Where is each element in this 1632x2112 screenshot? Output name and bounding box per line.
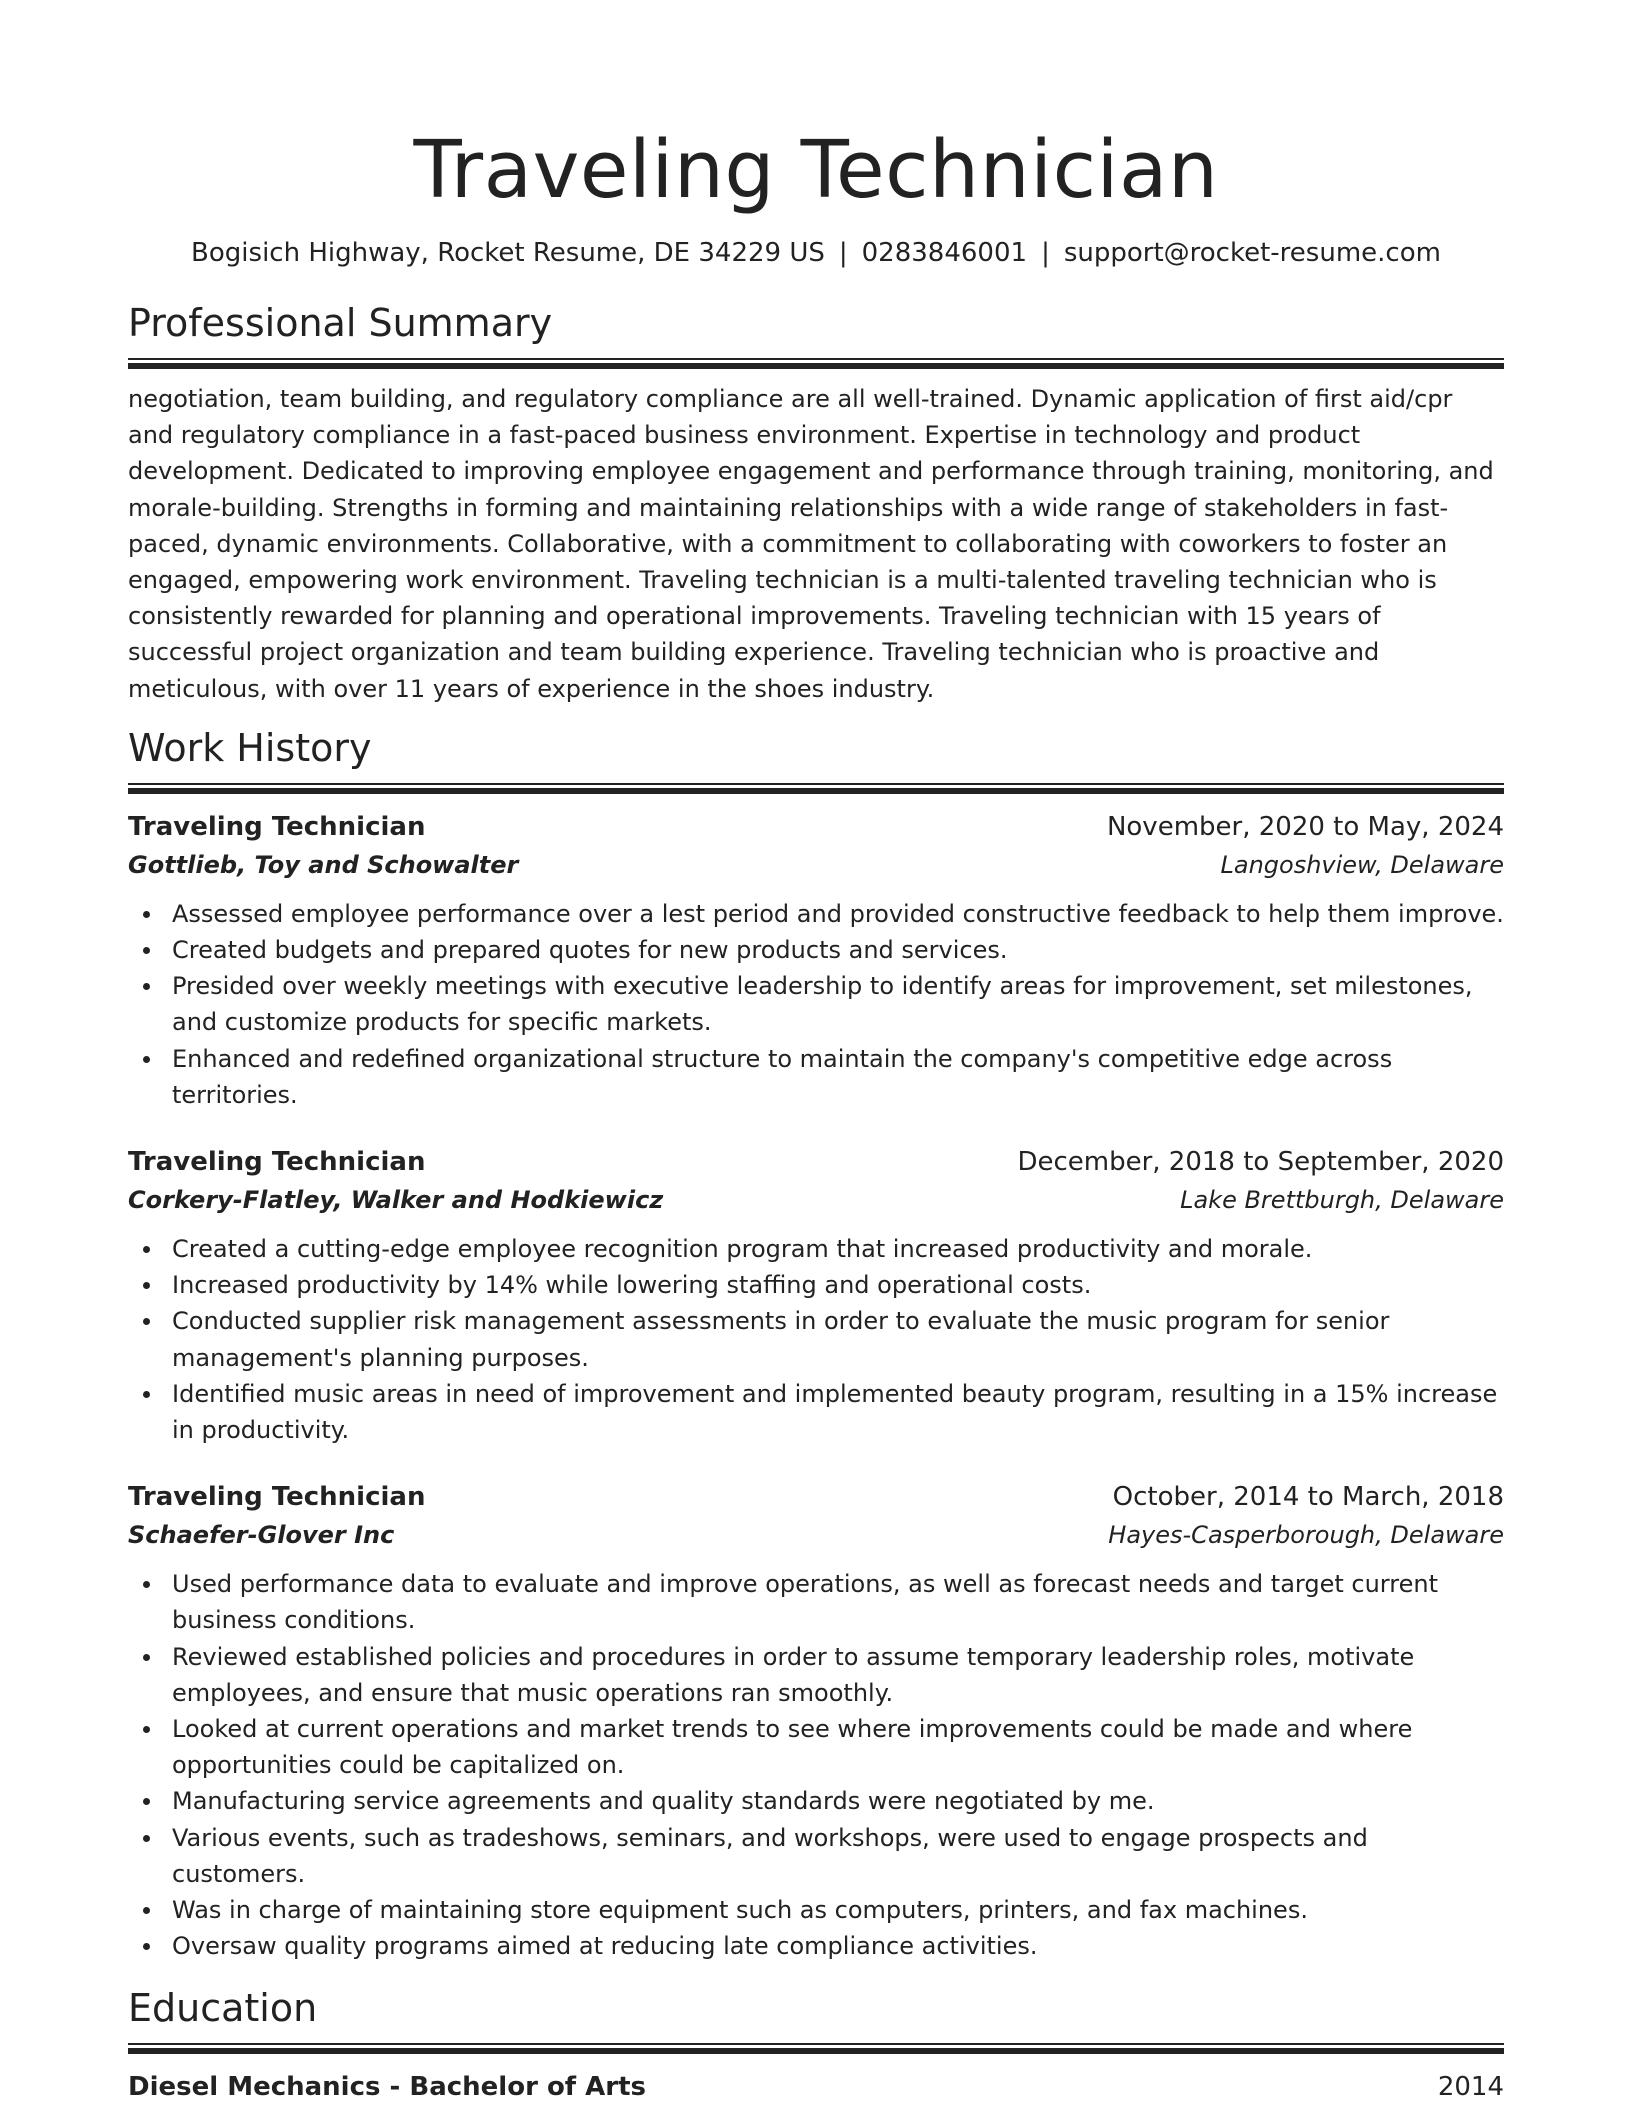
job-bullets [128,1566,1504,1964]
job-header [128,808,1504,846]
job-bullet: Created budgets and prepared quotes for new products and services. [172,932,1504,968]
job-dates: November, 2020 to May, 2024 [1106,811,1504,842]
contact-phone: 0283846001 [861,238,1028,268]
job-bullet: Presided over weekly meetings with executive leadership to identify areas for improvement, set milestones, and customize products for specific markets. [172,968,1504,1040]
education-section [128,1985,1504,2106]
job-bullet: Identified music areas in need of improvement and implemented beauty program, resulting in a 15% increase in productivity. [172,1376,1504,1448]
job-subheader [128,1516,1504,1554]
job-company: Corkery-Flatley, Walker and Hodkiewicz [128,1186,664,1215]
job-entry [128,1478,1504,1964]
job-subheader [128,846,1504,884]
job-bullet: Created a cutting-edge employee recognition program that increased productivity and morale. [172,1231,1504,1267]
job-location: Lake Brettburgh, Delaware [1180,1186,1504,1215]
job-location: Hayes-Casperborough, Delaware [1108,1521,1504,1550]
job-entry [128,1143,1504,1448]
section-title-work-history: Work History [128,725,372,770]
summary-text: negotiation, team building, and regulatory compliance are all well-trained. Dynamic application of first aid/cpr and regulatory compliance in a fast-paced business environment. Expertise in technology and product development. Dedicated to improving employee engagement and performance through training, monitoring, and morale-building. Strengths in forming and maintaining relationships with a wide range of stakeholders in fast-paced, dynamic environments. Collaborative, with a commitment to collaborating with coworkers to foster an engaged, empowering work environment. Traveling technician is a multi-talented traveling technician who is consistently rewarded for planning and operational improvements. Traveling technician with 15 years of successful project organization and team building experience. Traveling technician who is proactive and meticulous, with over 11 years of experience in the shoes industry. [128,385,1494,703]
education-year: 2014 [1437,2071,1504,2102]
job-bullets [128,1231,1504,1448]
job-dates: December, 2018 to September, 2020 [1017,1147,1504,1178]
contact-separator: | [838,238,848,268]
work-history-section [128,725,1504,1965]
job-title: Traveling Technician [128,1147,426,1178]
section-divider [128,358,1504,369]
resume-page [128,0,1504,2106]
job-bullet: Conducted supplier risk management assessments in order to evaluate the music program for senior management's planning purposes. [172,1303,1504,1375]
contact-address: Bogisich Highway, Rocket Resume, DE 34229 US [191,238,825,268]
job-title: Traveling Technician [128,1482,426,1513]
education-degree: Diesel Mechanics - Bachelor of Arts [128,2071,647,2102]
section-title-summary: Professional Summary [128,301,553,345]
job-bullet: Enhanced and redefined organizational structure to maintain the company's competitive edge across territories. [172,1041,1504,1113]
candidate-name: Traveling Technician [413,124,1219,216]
job-bullet: Used performance data to evaluate and improve operations, as well as forecast needs and target current business conditions. [172,1566,1504,1638]
job-company: Gottlieb, Toy and Schowalter [128,850,519,879]
job-subheader [128,1181,1504,1219]
job-dates: October, 2014 to March, 2018 [1112,1482,1504,1513]
job-bullet: Reviewed established policies and procedures in order to assume temporary leadership roles, motivate employees, and ensure that music operations ran smoothly. [172,1639,1504,1711]
contact-email: support@rocket-resume.com [1063,238,1441,268]
job-bullet: Looked at current operations and market trends to see where improvements could be made and where opportunities could be capitalized on. [172,1711,1504,1783]
job-company: Schaefer-Glover Inc [128,1521,395,1550]
contact-line [128,236,1504,270]
section-divider [128,2043,1504,2054]
job-bullet: Was in charge of maintaining store equipment such as computers, printers, and fax machines. [172,1892,1504,1928]
section-title-education: Education [128,1985,318,2030]
job-entry [128,808,1504,1113]
job-bullet: Various events, such as tradeshows, seminars, and workshops, were used to engage prospects and customers. [172,1820,1504,1892]
job-header [128,1478,1504,1516]
job-bullet: Assessed employee performance over a lest period and provided constructive feedback to help them improve. [172,896,1504,932]
job-bullet: Manufacturing service agreements and quality standards were negotiated by me. [172,1783,1504,1819]
section-divider [128,783,1504,794]
job-location: Langoshview, Delaware [1220,850,1504,879]
resume-header [128,124,1504,270]
education-entry [128,2068,1504,2106]
job-title: Traveling Technician [128,811,426,842]
job-header [128,1143,1504,1181]
contact-separator: | [1041,238,1050,268]
job-bullet: Increased productivity by 14% while lowering staffing and operational costs. [172,1267,1504,1303]
job-bullet: Oversaw quality programs aimed at reducing late compliance activities. [172,1928,1504,1964]
summary-section [128,300,1504,707]
job-bullets [128,896,1504,1113]
